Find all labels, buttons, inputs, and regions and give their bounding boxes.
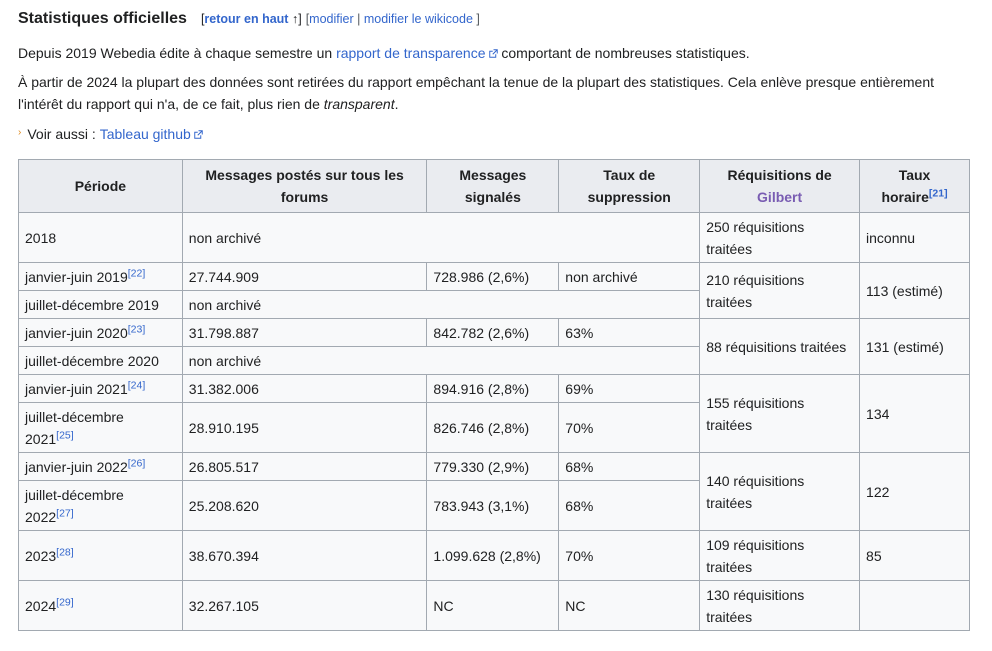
table-row [19,319,970,347]
cell-non-archive: non archivé [182,213,699,263]
edit-link[interactable]: modifier [309,12,354,26]
ref-link[interactable]: [23] [127,322,146,335]
cell-messages: 26.805.517 [182,453,427,481]
statistics-table [18,159,970,631]
cell-signales: NC [427,581,559,631]
cell-periode: juillet-décembre 2019 [19,291,183,319]
cell-periode: janvier-juin 2020[23] [19,319,183,347]
cell-messages: 27.744.909 [182,263,427,291]
intro-paragraph-1: Depuis 2019 Webedia édite à chaque semestre un rapport de transparence comportant de nombreuses statistiques. [18,45,750,61]
cell-horaire: inconnu [860,213,970,263]
ref-link[interactable]: [21] [928,187,948,200]
see-also [18,123,992,145]
cell-taux: NC [559,581,700,631]
ref-link[interactable]: [22] [127,266,146,279]
up-arrow-icon: ↑ [291,12,299,26]
external-link-icon [194,130,203,139]
cell-signales: 728.986 (2,6%) [427,263,559,291]
cell-periode: janvier-juin 2021[24] [19,375,183,403]
cell-requisitions: 109 réquisitions traitées [700,531,860,581]
table-header-row [19,160,970,213]
cell-horaire [860,581,970,631]
cell-signales: 783.943 (3,1%) [427,481,559,531]
cell-taux: 68% [559,453,700,481]
cell-signales: 826.746 (2,8%) [427,403,559,453]
cell-taux: non archivé [559,263,700,291]
ref-link[interactable]: [28] [56,545,74,558]
header-messages: Messages postés sur tous les forums [182,160,427,213]
cell-messages: 31.798.887 [182,319,427,347]
cell-horaire: 122 [860,453,970,531]
cell-horaire: 113 (estimé) [860,263,970,319]
table-row [19,213,970,263]
cell-periode: janvier-juin 2019[22] [19,263,183,291]
header-taux: Taux de suppression [559,160,700,213]
cell-periode: juillet-décembre 2022[27] [19,481,183,531]
external-link-icon [489,49,498,58]
ref-link[interactable]: [29] [56,595,74,608]
header-periode: Période [19,160,183,213]
cell-messages: 38.670.394 [182,531,427,581]
see-also-label: Voir aussi : [27,126,96,142]
section-title: Statistiques officielles [18,10,187,27]
cell-periode: juillet-décembre 2020 [19,347,183,375]
cell-requisitions: 155 réquisitions traitées [700,375,860,453]
cell-horaire: 134 [860,375,970,453]
table-row [19,263,970,291]
cell-periode: 2023[28] [19,531,183,581]
cell-periode: janvier-juin 2022[26] [19,453,183,481]
table-row [19,581,970,631]
cell-non-archive: non archivé [182,347,699,375]
cell-signales: 842.782 (2,6%) [427,319,559,347]
cell-signales: 779.330 (2,9%) [427,453,559,481]
cell-requisitions: 210 réquisitions traitées [700,263,860,319]
gilbert-link[interactable]: Gilbert [757,189,803,205]
section-header [18,8,992,34]
cell-requisitions: 130 réquisitions traitées [700,581,860,631]
cell-requisitions: 88 réquisitions traitées [700,319,860,375]
cell-signales: 894.916 (2,8%) [427,375,559,403]
intro-paragraph-2: À partir de 2024 la plupart des données sont retirées du rapport empêchant la tenue de la plupart des statistiques. Cela enlève presque entièrement l'intérêt du rapport qui n'a, de ce fait, plus rien de transparent. [18,74,935,112]
cell-messages: 25.208.620 [182,481,427,531]
cell-messages: 31.382.006 [182,375,427,403]
cell-periode: 2024[29] [19,581,183,631]
bullet-chevron-icon: › [18,127,22,138]
cell-taux: 68% [559,481,700,531]
cell-horaire: 85 [860,531,970,581]
cell-messages: 32.267.105 [182,581,427,631]
cell-taux: 63% [559,319,700,347]
edit-wikicode-link[interactable]: modifier le wikicode [363,12,473,26]
transparency-report-link[interactable]: rapport de transparence [336,45,497,61]
ref-link[interactable]: [25] [56,428,74,441]
cell-taux: 69% [559,375,700,403]
cell-periode: juillet-décembre 2021[25] [19,403,183,453]
ref-link[interactable]: [26] [127,456,146,469]
cell-messages: 28.910.195 [182,403,427,453]
cell-taux: 70% [559,531,700,581]
cell-requisitions: 250 réquisitions traitées [700,213,860,263]
edit-links: [modifier | modifier le wikicode ] [305,12,480,26]
cell-horaire: 131 (estimé) [860,319,970,375]
cell-non-archive: non archivé [182,291,699,319]
back-to-top-wrapper: [retour en haut ↑] [200,12,302,26]
header-signales: Messages signalés [427,160,559,213]
cell-periode: 2018 [19,213,183,263]
ref-link[interactable]: [27] [56,506,74,519]
ref-link[interactable]: [24] [127,378,146,391]
cell-requisitions: 140 réquisitions traitées [700,453,860,531]
github-table-link[interactable]: Tableau github [100,123,203,145]
back-to-top-link[interactable]: retour en haut ↑ [204,12,299,26]
header-requisitions: Réquisitions de Gilbert [700,160,860,213]
table-row [19,375,970,403]
table-row [19,453,970,481]
header-horaire: Taux horaire[21] [860,160,970,213]
table-row [19,531,970,581]
cell-signales: 1.099.628 (2,8%) [427,531,559,581]
cell-taux: 70% [559,403,700,453]
